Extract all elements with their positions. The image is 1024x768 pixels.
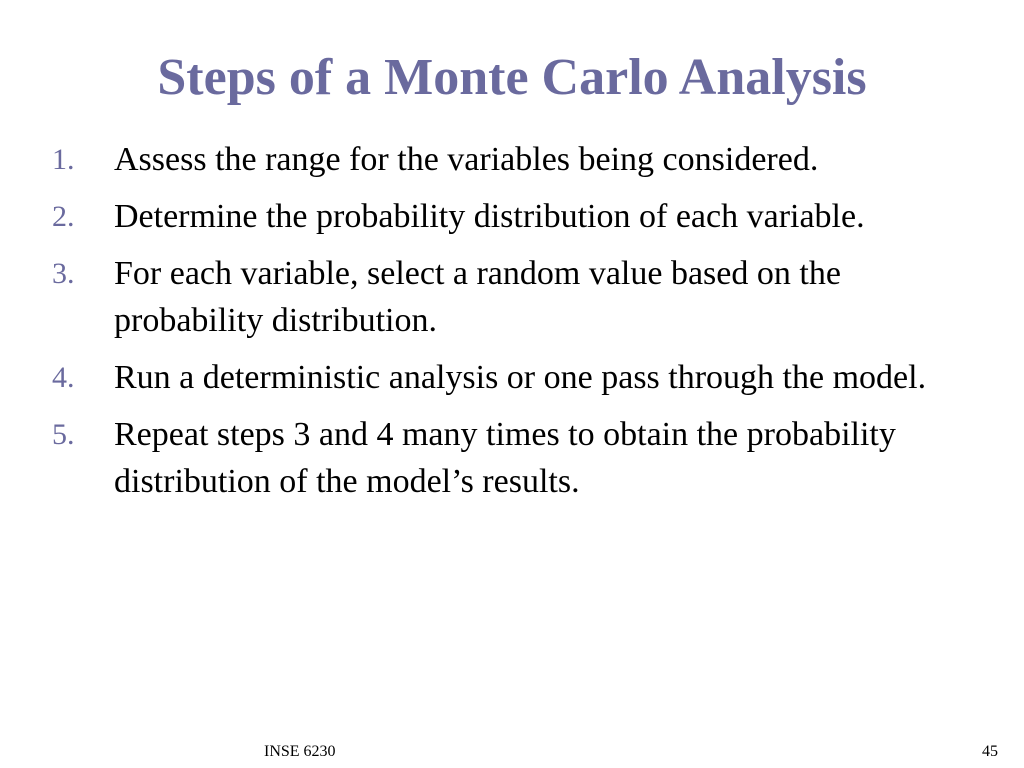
step-text: Determine the probability distribution of each variable. (114, 198, 865, 235)
footer-page-number: 45 (982, 743, 998, 760)
step-text: Assess the range for the variables being considered. (114, 141, 819, 178)
step-number: 3. (52, 257, 75, 290)
step-item-1 (52, 136, 982, 183)
step-item-2 (52, 193, 982, 240)
step-number: 5. (52, 418, 75, 451)
step-number: 1. (52, 143, 75, 176)
step-item-3 (52, 250, 982, 344)
step-item-5 (52, 411, 982, 505)
step-text: For each variable, select a random value based on the probability distribution. (114, 255, 841, 339)
step-text: Repeat steps 3 and 4 many times to obtain the probability distribution of the model’s results. (114, 416, 896, 500)
footer-course: INSE 6230 (264, 743, 336, 760)
step-number: 2. (52, 200, 75, 233)
step-number: 4. (52, 361, 75, 394)
step-text: Run a deterministic analysis or one pass through the model. (114, 359, 927, 396)
slide-title: Steps of a Monte Carlo Analysis (157, 49, 867, 106)
steps-list (52, 136, 982, 515)
step-item-4 (52, 354, 982, 401)
